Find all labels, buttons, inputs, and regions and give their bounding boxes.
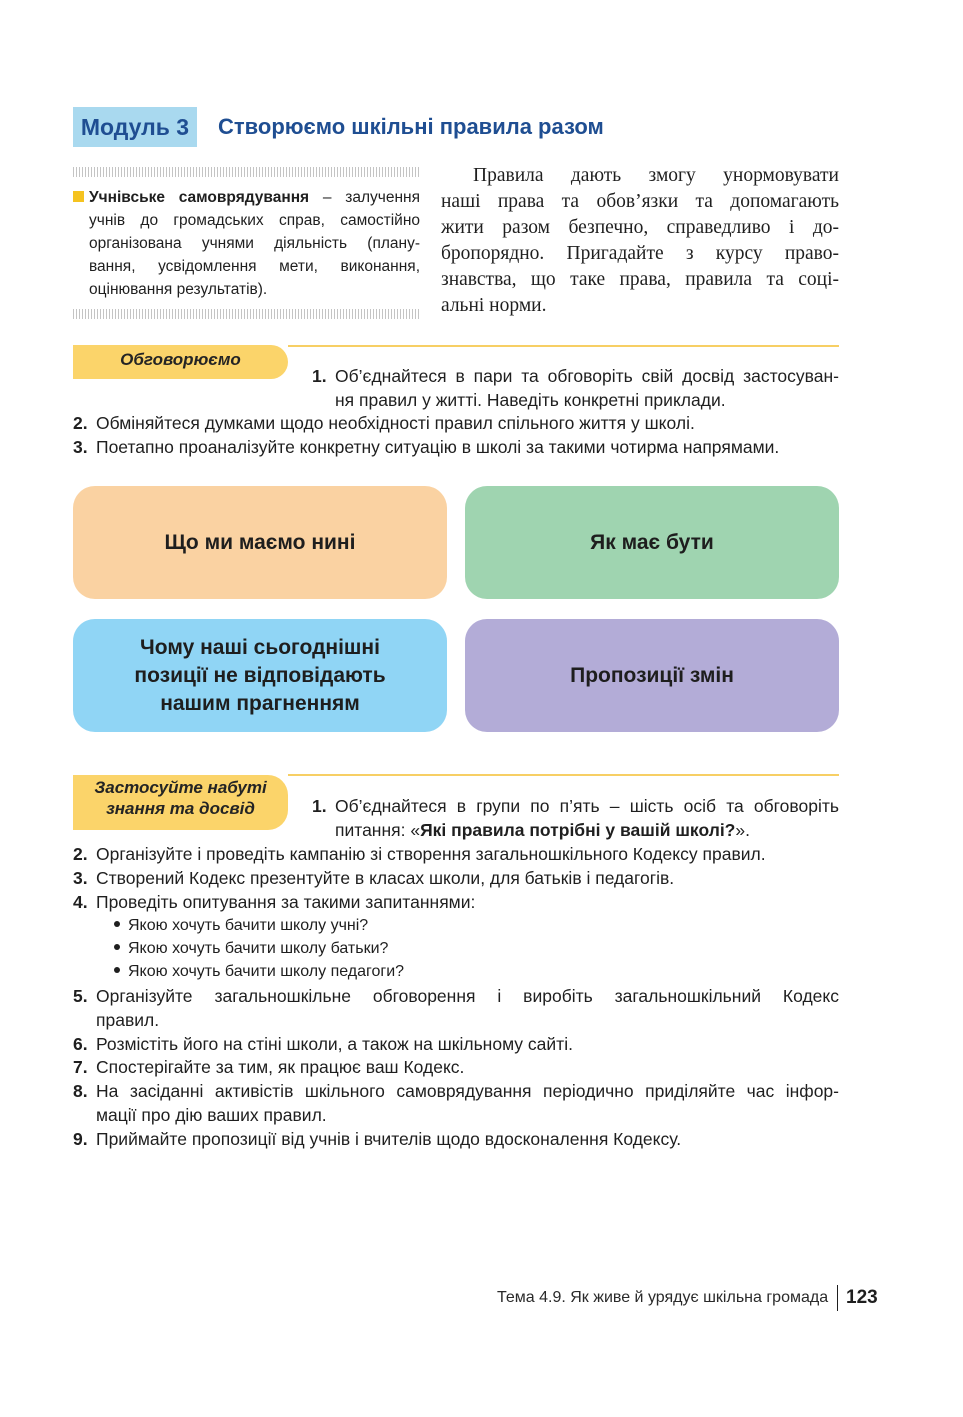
list-number: 7. <box>73 1057 88 1077</box>
box-label: Як має бути <box>590 530 714 554</box>
definition-box <box>73 186 420 301</box>
list-item-continuation: правил. <box>96 1010 160 1030</box>
list-text: Спостерігайте за тим, як працює ваш Кодекс. <box>96 1057 465 1077</box>
page-title: Створюємо шкільні правила разом <box>218 114 604 139</box>
intro-line: бропорядно. Пригадайте з курсу право- <box>441 243 839 264</box>
section-label-line: знання та досвід <box>106 799 255 818</box>
list-number: 5. <box>73 986 88 1006</box>
list-text: Проведіть опитування за такими запитаннями: <box>96 892 476 912</box>
list-text: Поетапно проаналізуйте конкретну ситуацію в школі за такими чотирма напрямами. <box>96 437 780 457</box>
list-text: Створений Кодекс презентуйте в класах школи, для батьків і педагогів. <box>96 868 675 888</box>
box-label-line: позиції не відповідають <box>134 663 386 687</box>
question-suffix: ». <box>735 820 750 840</box>
footer-topic: Тема 4.9. Як живе й урядує шкільна громада <box>497 1289 829 1306</box>
intro-paragraph <box>441 163 839 319</box>
question-prefix: питання: « <box>335 820 421 840</box>
bullet-text: Якою хочуть бачити школу педагоги? <box>128 963 405 980</box>
list-item <box>73 866 674 890</box>
section-rule <box>288 774 839 776</box>
list-text: Приймайте пропозиції від учнів і вчителів щодо вдосконалення Кодексу. <box>96 1129 682 1149</box>
page-number: 123 <box>846 1287 878 1308</box>
box-label-line: нашим прагненням <box>160 691 360 715</box>
section-label-line: Застосуйте набуті <box>94 778 267 797</box>
list-text: Об’єднайтеся в групи по п’ять – шість осіб та обговоріть <box>335 796 839 816</box>
box-change-proposals <box>465 619 839 732</box>
definition-line: учнів до громадських справ, самостійно <box>89 212 420 229</box>
intro-line: Правила дають змогу унормовувати <box>473 165 839 186</box>
definition-line: організована учнями діяльність (плану- <box>89 235 420 252</box>
box-label <box>134 634 385 718</box>
list-number: 3. <box>73 437 88 457</box>
bullet-icon <box>114 967 120 973</box>
list-number: 6. <box>73 1034 88 1054</box>
square-marker-icon <box>73 191 84 202</box>
list-item <box>73 1127 681 1151</box>
intro-line: альні норми. <box>441 295 547 316</box>
box-desired-state <box>465 486 839 599</box>
module-badge: Модуль 3 <box>73 107 197 147</box>
list-item <box>312 364 839 388</box>
footer-divider <box>837 1285 838 1311</box>
list-number: 2. <box>73 844 88 864</box>
list-number: 8. <box>73 1081 88 1101</box>
box-label: Що ми маємо нині <box>164 530 356 554</box>
bullet-item <box>114 914 368 938</box>
definition-text: – залучення <box>309 189 420 206</box>
section-rule <box>288 345 839 347</box>
list-item <box>73 984 839 1008</box>
box-current-state <box>73 486 447 599</box>
list-number: 9. <box>73 1129 88 1149</box>
list-number: 4. <box>73 892 88 912</box>
dashed-divider-bottom <box>73 309 420 319</box>
section-label-discuss: Обговорюємо <box>73 345 288 379</box>
definition-first-line <box>73 186 420 209</box>
bullet-text: Якою хочуть бачити школу учні? <box>128 917 369 934</box>
list-item <box>73 1079 839 1103</box>
bullet-text: Якою хочуть бачити школу батьки? <box>128 940 389 957</box>
list-number: 2. <box>73 413 88 433</box>
list-item <box>73 411 695 435</box>
bullet-icon <box>114 921 120 927</box>
definition-line: оцінювання результатів). <box>89 281 268 298</box>
list-number: 1. <box>312 366 327 386</box>
bullet-icon <box>114 944 120 950</box>
list-text: Організуйте і проведіть кампанію зі створення загальношкільного Кодексу правил. <box>96 844 766 864</box>
list-text: Організуйте загальношкільне обговорення і виробіть загальношкільний Кодекс <box>96 986 839 1006</box>
intro-line: жити разом безпечно, справедливо і до- <box>441 217 839 238</box>
list-item-continuation: мації про дію ваших правил. <box>96 1105 327 1125</box>
list-item-continuation <box>335 818 750 842</box>
list-text: На засіданні активістів шкільного самоврядування періодично приділяйте час інфор- <box>96 1081 839 1101</box>
list-item <box>73 1055 464 1079</box>
dashed-divider-top <box>73 167 420 177</box>
list-item <box>73 890 475 914</box>
definition-line: вання, усвідомлення мети, виконання, <box>89 258 420 275</box>
list-text: Розмістіть його на стіні школи, а також на шкільному сайті. <box>96 1034 573 1054</box>
list-number: 3. <box>73 868 88 888</box>
box-label: Пропозиції змін <box>570 663 734 687</box>
bullet-item <box>114 937 388 961</box>
list-text: Обміняйтеся думками щодо необхідності правил спільного життя у школі. <box>96 413 695 433</box>
list-item <box>73 1032 573 1056</box>
list-text: Об’єднайтеся в пари та обговоріть свій досвід застосуван- <box>335 366 839 386</box>
question-highlight: Які правила потрібні у вашій школі? <box>420 820 736 840</box>
list-item-continuation: ня правил у житті. Наведіть конкретні приклади. <box>335 390 726 410</box>
list-item <box>73 435 779 459</box>
intro-line: знавства, що таке права, правила та соці- <box>441 269 839 290</box>
bullet-item <box>114 960 404 984</box>
definition-term: Учнівське самоврядування <box>89 189 310 206</box>
box-label-line: Чому наші сьогоднішні <box>140 635 380 659</box>
list-item <box>312 794 839 818</box>
intro-line: наші права та обов’язки та допомагають <box>441 191 839 212</box>
section-label-apply <box>73 775 288 830</box>
box-gap-reasons <box>73 619 447 732</box>
list-item <box>73 842 766 866</box>
list-number: 1. <box>312 796 327 816</box>
